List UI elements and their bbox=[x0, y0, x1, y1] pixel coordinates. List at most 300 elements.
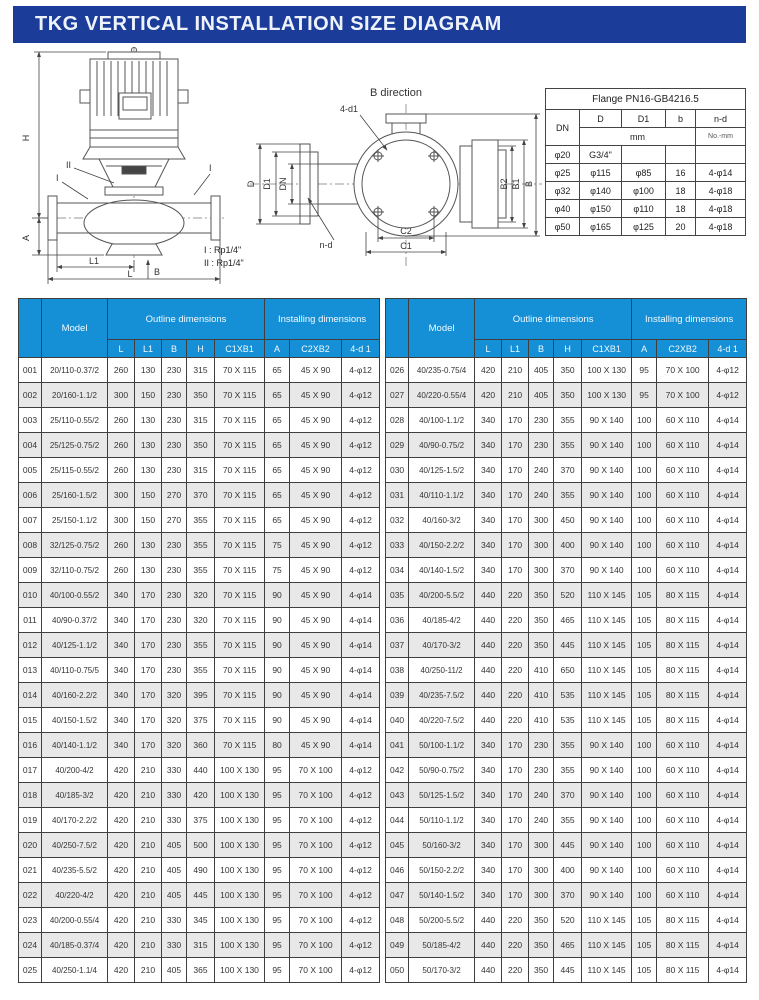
cell: 70 X 115 bbox=[215, 733, 265, 758]
flange-col-d1: D1 bbox=[622, 110, 666, 128]
cell: 40/100-0.55/2 bbox=[42, 583, 108, 608]
cell: 375 bbox=[187, 708, 215, 733]
cell: 45 X 90 bbox=[290, 658, 342, 683]
cell: 95 bbox=[265, 958, 290, 983]
cell: 50/150-2.2/2 bbox=[409, 858, 475, 883]
cell: 018 bbox=[19, 783, 42, 808]
cell: 320 bbox=[187, 583, 215, 608]
cell: 4-φ18 bbox=[696, 200, 746, 218]
cell: 4-φ14 bbox=[709, 658, 747, 683]
cell: 005 bbox=[19, 458, 42, 483]
cell: 042 bbox=[386, 758, 409, 783]
cell: 170 bbox=[502, 533, 529, 558]
cell: 315 bbox=[187, 933, 215, 958]
cell: 70 X 100 bbox=[290, 783, 342, 808]
table-row bbox=[386, 558, 747, 583]
cell: 40/250-11/2 bbox=[409, 658, 475, 683]
cell: 340 bbox=[475, 758, 502, 783]
installing-dimensions-header: Installing dimensions bbox=[265, 299, 380, 340]
model-header: Model bbox=[409, 299, 475, 358]
cell: 40/100-1.1/2 bbox=[409, 408, 475, 433]
cell: 210 bbox=[135, 783, 162, 808]
cell: 50/185-4/2 bbox=[409, 933, 475, 958]
cell: 95 bbox=[265, 908, 290, 933]
column-header: 4-d 1 bbox=[709, 340, 747, 358]
cell: 535 bbox=[554, 683, 582, 708]
dim-label-dn: DN bbox=[278, 177, 288, 191]
column-header: C2XB2 bbox=[290, 340, 342, 358]
cell: 016 bbox=[19, 733, 42, 758]
cell: 40/220-7.5/2 bbox=[409, 708, 475, 733]
dim-label-b: B bbox=[154, 267, 161, 277]
table-row bbox=[19, 383, 380, 408]
dim-label-b1: B1 bbox=[511, 178, 521, 190]
cell: 45 X 90 bbox=[290, 533, 342, 558]
table-row bbox=[386, 483, 747, 508]
cell: 017 bbox=[19, 758, 42, 783]
cell: 4-φ12 bbox=[342, 783, 380, 808]
cell: 4-φ14 bbox=[709, 683, 747, 708]
cell: 150 bbox=[135, 483, 162, 508]
cell: 70 X 115 bbox=[215, 483, 265, 508]
cell: 043 bbox=[386, 783, 409, 808]
cell: 45 X 90 bbox=[290, 558, 342, 583]
cell: 90 X 140 bbox=[582, 733, 632, 758]
model-header: Model bbox=[42, 299, 108, 358]
cell: 650 bbox=[554, 658, 582, 683]
cell: 420 bbox=[187, 783, 215, 808]
table-row bbox=[546, 146, 746, 164]
cell: 170 bbox=[135, 733, 162, 758]
cell: 340 bbox=[475, 858, 502, 883]
cell: 170 bbox=[502, 808, 529, 833]
cell: 40/185-4/2 bbox=[409, 608, 475, 633]
cell: 40/110-0.75/5 bbox=[42, 658, 108, 683]
table-row bbox=[386, 458, 747, 483]
cell: 110 X 145 bbox=[582, 708, 632, 733]
flange-col-d: D bbox=[580, 110, 622, 128]
cell: 370 bbox=[554, 883, 582, 908]
cell: 4-φ12 bbox=[709, 358, 747, 383]
cell: 300 bbox=[108, 383, 135, 408]
cell: 70 X 100 bbox=[290, 808, 342, 833]
cell: 110 X 145 bbox=[582, 683, 632, 708]
cell: 405 bbox=[529, 358, 554, 383]
cell: 039 bbox=[386, 683, 409, 708]
cell: 70 X 115 bbox=[215, 358, 265, 383]
cell: 90 bbox=[265, 658, 290, 683]
cell: 395 bbox=[187, 683, 215, 708]
cell: 4-φ14 bbox=[709, 558, 747, 583]
table-row bbox=[19, 733, 380, 758]
cell: 4-φ12 bbox=[342, 558, 380, 583]
cell: 330 bbox=[162, 758, 187, 783]
cell: 320 bbox=[187, 608, 215, 633]
cell: 340 bbox=[475, 783, 502, 808]
cell: 315 bbox=[187, 408, 215, 433]
cell: 230 bbox=[529, 733, 554, 758]
cell: 95 bbox=[265, 758, 290, 783]
cell: 535 bbox=[554, 708, 582, 733]
cell: 80 X 115 bbox=[657, 908, 709, 933]
table-row bbox=[19, 408, 380, 433]
cell: 004 bbox=[19, 433, 42, 458]
cell: 355 bbox=[187, 508, 215, 533]
cell: 90 X 140 bbox=[582, 483, 632, 508]
cell: 375 bbox=[187, 808, 215, 833]
cell: 355 bbox=[187, 533, 215, 558]
cell: 340 bbox=[475, 533, 502, 558]
cell: φ25 bbox=[546, 164, 580, 182]
cell: 70 X 100 bbox=[290, 883, 342, 908]
cell: 60 X 110 bbox=[657, 458, 709, 483]
cell: 40/150-2.2/2 bbox=[409, 533, 475, 558]
cell: φ115 bbox=[580, 164, 622, 182]
cell: 420 bbox=[108, 833, 135, 858]
cell: 002 bbox=[19, 383, 42, 408]
cell: 90 bbox=[265, 683, 290, 708]
cell: 300 bbox=[108, 508, 135, 533]
table-row bbox=[19, 683, 380, 708]
cell: 18 bbox=[666, 200, 696, 218]
cell: 170 bbox=[502, 508, 529, 533]
cell: 60 X 110 bbox=[657, 433, 709, 458]
cell: 4-φ14 bbox=[342, 683, 380, 708]
cell: 340 bbox=[475, 508, 502, 533]
port-label-i-right: I bbox=[209, 163, 212, 173]
cell: 210 bbox=[135, 908, 162, 933]
cell: 240 bbox=[529, 483, 554, 508]
table-row bbox=[386, 958, 747, 983]
cell: 340 bbox=[108, 733, 135, 758]
cell: 4-φ14 bbox=[342, 583, 380, 608]
flange-col-dn: DN bbox=[546, 110, 580, 146]
table-row bbox=[386, 683, 747, 708]
cell: 95 bbox=[265, 858, 290, 883]
column-header: C2XB2 bbox=[657, 340, 709, 358]
cell: 340 bbox=[108, 583, 135, 608]
cell: 170 bbox=[502, 858, 529, 883]
cell: 40/150-1.5/2 bbox=[42, 708, 108, 733]
cell: 80 X 115 bbox=[657, 708, 709, 733]
cell: 25/160-1.5/2 bbox=[42, 483, 108, 508]
cell: 340 bbox=[108, 658, 135, 683]
cell: 370 bbox=[554, 558, 582, 583]
cell: 45 X 90 bbox=[290, 358, 342, 383]
cell: 40/170-3/2 bbox=[409, 633, 475, 658]
cell: 220 bbox=[502, 908, 529, 933]
cell: φ32 bbox=[546, 182, 580, 200]
cell: 100 X 130 bbox=[215, 783, 265, 808]
cell: 90 X 140 bbox=[582, 808, 632, 833]
cell: 445 bbox=[554, 833, 582, 858]
cell: 230 bbox=[162, 533, 187, 558]
cell: 370 bbox=[554, 458, 582, 483]
table-row bbox=[386, 708, 747, 733]
cell: 45 X 90 bbox=[290, 633, 342, 658]
cell: 420 bbox=[475, 358, 502, 383]
table-row bbox=[19, 458, 380, 483]
cell: 350 bbox=[187, 383, 215, 408]
cell: 012 bbox=[19, 633, 42, 658]
cell: 350 bbox=[529, 608, 554, 633]
cell: 440 bbox=[475, 658, 502, 683]
cell: 420 bbox=[108, 908, 135, 933]
cell: 4-φ14 bbox=[709, 458, 747, 483]
cell: 50/90-0.75/2 bbox=[409, 758, 475, 783]
table-row bbox=[386, 783, 747, 808]
cell: 230 bbox=[162, 633, 187, 658]
table-row bbox=[19, 483, 380, 508]
cell: 150 bbox=[135, 508, 162, 533]
table-row bbox=[386, 358, 747, 383]
cell: 70 X 100 bbox=[290, 758, 342, 783]
cell: 45 X 90 bbox=[290, 433, 342, 458]
cell: 230 bbox=[162, 583, 187, 608]
cell: 40/250-1.1/4 bbox=[42, 958, 108, 983]
cell: 230 bbox=[162, 608, 187, 633]
cell: 4-φ14 bbox=[696, 164, 746, 182]
table-row bbox=[386, 508, 747, 533]
cell: 170 bbox=[502, 833, 529, 858]
cell: 015 bbox=[19, 708, 42, 733]
dim-label-4d1: 4-d1 bbox=[339, 104, 359, 114]
cell: 370 bbox=[554, 783, 582, 808]
cell: 4-φ14 bbox=[709, 758, 747, 783]
cell: 110 X 145 bbox=[582, 658, 632, 683]
cell: 60 X 110 bbox=[657, 483, 709, 508]
cell: φ150 bbox=[580, 200, 622, 218]
cell: 18 bbox=[666, 182, 696, 200]
cell: 210 bbox=[502, 358, 529, 383]
cell: 260 bbox=[108, 533, 135, 558]
column-header: L bbox=[108, 340, 135, 358]
cell: 4-φ12 bbox=[342, 933, 380, 958]
cell: 420 bbox=[108, 933, 135, 958]
column-header: A bbox=[632, 340, 657, 358]
cell: 4-φ14 bbox=[709, 958, 747, 983]
dim-label-c1: C1 bbox=[400, 241, 412, 251]
cell: 50/160-3/2 bbox=[409, 833, 475, 858]
table-row bbox=[386, 733, 747, 758]
cell: 60 X 110 bbox=[657, 783, 709, 808]
cell: 90 X 140 bbox=[582, 758, 632, 783]
cell: 300 bbox=[529, 833, 554, 858]
cell: 355 bbox=[554, 733, 582, 758]
column-header: 4-d 1 bbox=[342, 340, 380, 358]
table-row bbox=[19, 608, 380, 633]
cell: 370 bbox=[187, 483, 215, 508]
cell: 230 bbox=[162, 383, 187, 408]
cell: 16 bbox=[666, 164, 696, 182]
table-row bbox=[546, 164, 746, 182]
cell: 4-φ14 bbox=[709, 908, 747, 933]
cell: 90 X 140 bbox=[582, 408, 632, 433]
cell: 450 bbox=[554, 508, 582, 533]
cell: 170 bbox=[135, 608, 162, 633]
cell: 4-φ14 bbox=[709, 933, 747, 958]
cell: 70 X 115 bbox=[215, 608, 265, 633]
cell: 465 bbox=[554, 933, 582, 958]
cell: 60 X 110 bbox=[657, 758, 709, 783]
cell: 300 bbox=[529, 508, 554, 533]
cell: 4-φ14 bbox=[342, 708, 380, 733]
cell: 4-φ12 bbox=[342, 358, 380, 383]
dim-label-l1: L1 bbox=[88, 256, 100, 266]
cell: 20/110-0.37/2 bbox=[42, 358, 108, 383]
cell: 170 bbox=[135, 658, 162, 683]
cell: 110 X 145 bbox=[582, 633, 632, 658]
cell: 320 bbox=[162, 708, 187, 733]
cell: 70 X 100 bbox=[290, 858, 342, 883]
cell: 45 X 90 bbox=[290, 608, 342, 633]
cell: 270 bbox=[162, 508, 187, 533]
cell: 520 bbox=[554, 583, 582, 608]
cell: 4-φ14 bbox=[709, 483, 747, 508]
cell: 4-φ14 bbox=[709, 733, 747, 758]
table-row bbox=[386, 908, 747, 933]
cell: 40/170-2.2/2 bbox=[42, 808, 108, 833]
cell: 031 bbox=[386, 483, 409, 508]
cell: 105 bbox=[632, 908, 657, 933]
cell: 105 bbox=[632, 583, 657, 608]
cell: 100 bbox=[632, 783, 657, 808]
cell: 009 bbox=[19, 558, 42, 583]
cell: 70 X 115 bbox=[215, 433, 265, 458]
dimension-table-right bbox=[385, 298, 747, 983]
cell: 025 bbox=[19, 958, 42, 983]
cell: 70 X 100 bbox=[290, 833, 342, 858]
cell: 170 bbox=[502, 883, 529, 908]
cell: 60 X 110 bbox=[657, 883, 709, 908]
cell: 220 bbox=[502, 958, 529, 983]
cell: 270 bbox=[162, 483, 187, 508]
cell: 4-φ14 bbox=[342, 608, 380, 633]
cell: 240 bbox=[529, 458, 554, 483]
cell: 4-φ12 bbox=[342, 908, 380, 933]
cell: 40/140-1.1/2 bbox=[42, 733, 108, 758]
dim-label-b2: B2 bbox=[499, 178, 509, 190]
cell: 010 bbox=[19, 583, 42, 608]
table-row bbox=[386, 808, 747, 833]
cell: 350 bbox=[554, 358, 582, 383]
cell: 105 bbox=[632, 608, 657, 633]
cell: 049 bbox=[386, 933, 409, 958]
cell: 40/235-5.5/2 bbox=[42, 858, 108, 883]
cell: 230 bbox=[162, 658, 187, 683]
cell: 105 bbox=[632, 658, 657, 683]
cell: 230 bbox=[529, 758, 554, 783]
cell: 445 bbox=[554, 633, 582, 658]
cell: φ100 bbox=[622, 182, 666, 200]
cell: 355 bbox=[554, 483, 582, 508]
cell: 70 X 115 bbox=[215, 708, 265, 733]
cell: 350 bbox=[529, 908, 554, 933]
table-row bbox=[386, 383, 747, 408]
cell: 100 bbox=[632, 483, 657, 508]
cell: 50/110-1.1/2 bbox=[409, 808, 475, 833]
cell: 210 bbox=[135, 883, 162, 908]
cell: 220 bbox=[502, 583, 529, 608]
dim-label-a: A bbox=[21, 234, 31, 242]
cell: 80 X 115 bbox=[657, 608, 709, 633]
cell: 047 bbox=[386, 883, 409, 908]
port-label-ii: II bbox=[66, 160, 72, 170]
cell: 170 bbox=[135, 583, 162, 608]
cell: 405 bbox=[162, 883, 187, 908]
cell: 100 bbox=[632, 408, 657, 433]
cell: 100 X 130 bbox=[215, 883, 265, 908]
port-label-i-left: I bbox=[56, 173, 59, 183]
cell: 210 bbox=[135, 808, 162, 833]
cell: 45 X 90 bbox=[290, 733, 342, 758]
cell: 440 bbox=[475, 583, 502, 608]
cell: φ50 bbox=[546, 218, 580, 236]
cell: 350 bbox=[554, 383, 582, 408]
dim-label-c2: C2 bbox=[400, 226, 412, 236]
cell: 65 bbox=[265, 358, 290, 383]
table-row bbox=[19, 783, 380, 808]
dim-label-d1: D1 bbox=[262, 178, 272, 190]
cell: 50/100-1.1/2 bbox=[409, 733, 475, 758]
cell: 4-φ12 bbox=[342, 458, 380, 483]
cell: 40/235-0.75/4 bbox=[409, 358, 475, 383]
cell: 4-φ12 bbox=[342, 833, 380, 858]
cell: 400 bbox=[554, 858, 582, 883]
cell: 210 bbox=[135, 958, 162, 983]
cell: 60 X 110 bbox=[657, 808, 709, 833]
cell: 420 bbox=[475, 383, 502, 408]
cell: 360 bbox=[187, 733, 215, 758]
cell: 036 bbox=[386, 608, 409, 633]
cell: 40/220-4/2 bbox=[42, 883, 108, 908]
cell: 60 X 110 bbox=[657, 408, 709, 433]
cell: 022 bbox=[19, 883, 42, 908]
cell: 340 bbox=[475, 458, 502, 483]
cell: 50/125-1.5/2 bbox=[409, 783, 475, 808]
cell: 035 bbox=[386, 583, 409, 608]
cell: 4-φ14 bbox=[709, 833, 747, 858]
cell: 40/200-4/2 bbox=[42, 758, 108, 783]
cell: 20/160-1.1/2 bbox=[42, 383, 108, 408]
cell: 4-φ12 bbox=[342, 383, 380, 408]
cell: 170 bbox=[502, 458, 529, 483]
cell: 220 bbox=[502, 658, 529, 683]
cell: 030 bbox=[386, 458, 409, 483]
cell: 4-φ12 bbox=[709, 383, 747, 408]
cell: 520 bbox=[554, 908, 582, 933]
cell: 100 bbox=[632, 458, 657, 483]
cell: 60 X 110 bbox=[657, 858, 709, 883]
cell: 240 bbox=[529, 783, 554, 808]
column-header: C1XB1 bbox=[582, 340, 632, 358]
cell: 90 X 140 bbox=[582, 533, 632, 558]
cell: 001 bbox=[19, 358, 42, 383]
cell: 445 bbox=[187, 883, 215, 908]
cell: 80 X 115 bbox=[657, 933, 709, 958]
cell: 4-φ14 bbox=[342, 733, 380, 758]
cell: 340 bbox=[475, 433, 502, 458]
cell: 355 bbox=[554, 408, 582, 433]
cell: 170 bbox=[502, 783, 529, 808]
cell: 25/150-1.1/2 bbox=[42, 508, 108, 533]
cell: G3/4" bbox=[580, 146, 622, 164]
cell: 320 bbox=[162, 733, 187, 758]
table-row bbox=[19, 433, 380, 458]
cell: 40/90-0.75/2 bbox=[409, 433, 475, 458]
cell: 028 bbox=[386, 408, 409, 433]
cell: 355 bbox=[187, 658, 215, 683]
